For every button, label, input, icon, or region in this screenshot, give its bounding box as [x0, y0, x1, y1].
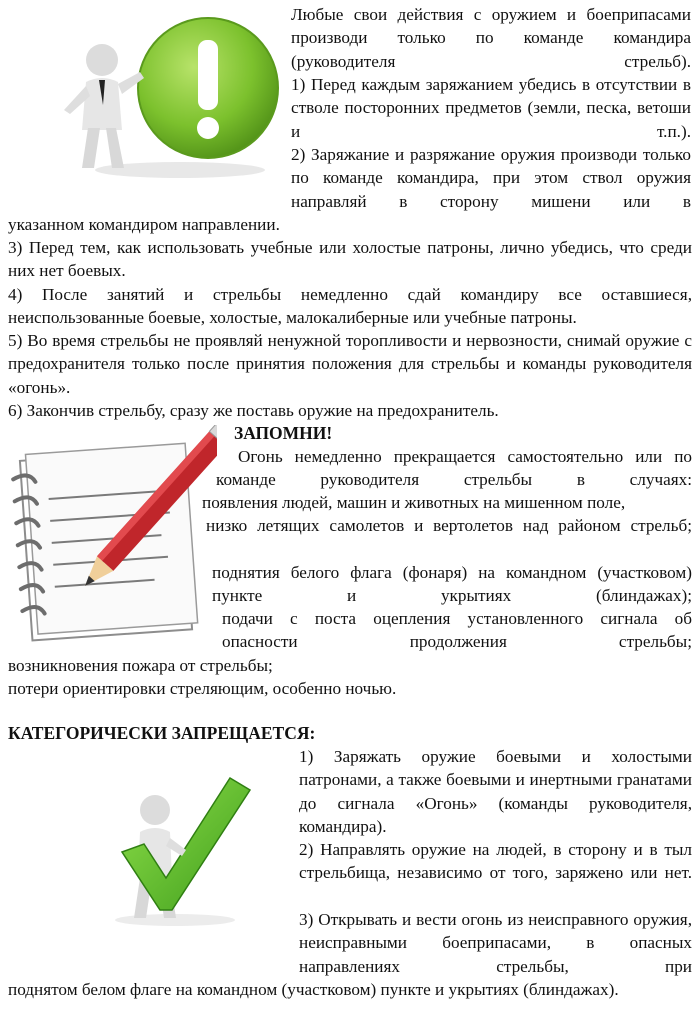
- prohibited-item-1: 1) Заряжать оружие боевыми и холостыми патронами, а также боевыми и инертными гранатами до сигнала «Огонь» (команды руководителя, командира).: [299, 747, 692, 837]
- rule-item-2: 2) Заряжание и разряжание оружия производи только по команде командира, при этом ствол оружия направляй в сторону мишени или в: [291, 145, 691, 211]
- rule-item-3: 3) Перед тем, как использовать учебные или холостые патроны, лично убедись, что среди них нет боевых.: [8, 238, 692, 281]
- rule-item-5: 5) Во время стрельбы не проявляй ненужной торопливости и нервозности, снимай оружие с предохранителя только после принятия положения для стрельбы и команды руководителя «огонь».: [8, 331, 692, 397]
- ceasefire-intro: Огонь немедленно прекращается самостоятельно или по команде руководителя стрельбы в случаях:: [216, 447, 692, 490]
- rule-item-6: 6) Закончив стрельбу, сразу же поставь оружие на предохранитель.: [8, 401, 499, 420]
- notebook-pencil-icon: [2, 425, 217, 650]
- checkmark-illustration: [100, 760, 260, 930]
- ceasefire-case-4: подачи с поста оцепления установленного сигнала об опасности продолжения стрельбы;: [222, 609, 692, 652]
- rule-item-4: 4) После занятий и стрельбы немедленно сдай командиру все оставшиеся, неиспользованные боевые, холостые, малокалиберные или учебные патроны.: [8, 285, 692, 328]
- prohibited-item-3: 3) Открывать и вести огонь из неисправного оружия, неисправными боеприпасами, в опасных направлениях стрельбы, при: [299, 910, 692, 976]
- intro-paragraph: Любые свои действия с оружием и боеприпасами производи только по команде командира (руководителя стрельб).: [291, 5, 691, 71]
- remember-heading: ЗАПОМНИ!: [234, 423, 333, 443]
- prohibited-heading: КАТЕГОРИЧЕСКИ ЗАПРЕЩАЕТСЯ:: [8, 723, 316, 743]
- ceasefire-case-6: потери ориентировки стреляющим, особенно ночью.: [8, 679, 397, 698]
- ceasefire-case-1: появления людей, машин и животных на мишенном поле,: [202, 493, 626, 512]
- rule-item-2-continued: указанном командиром направлении.: [8, 215, 280, 234]
- ceasefire-case-2: низко летящих самолетов и вертолетов над районом стрельб;: [206, 516, 692, 535]
- exclamation-icon: [40, 10, 280, 180]
- prohibited-item-2: 2) Направлять оружие на людей, в сторону и в тыл стрельбища, независимо от того, заряжено или нет.: [299, 840, 692, 883]
- checkmark-icon: [100, 760, 260, 930]
- prohibited-item-3-continued: поднятом белом флаге на командном (участковом) пункте и укрытиях (блиндажах).: [8, 980, 619, 999]
- rule-item-1: 1) Перед каждым заряжанием убедись в отсутствии в стволе посторонних предметов (земли, песка, ветоши и т.п.).: [291, 75, 691, 141]
- exclamation-illustration: [40, 10, 280, 180]
- ceasefire-case-3: поднятия белого флага (фонаря) на командном (участковом) пункте и укрытиях (блиндажах);: [212, 563, 692, 606]
- ceasefire-case-5: возникновения пожара от стрельбы;: [8, 656, 273, 675]
- notebook-illustration: [2, 425, 217, 650]
